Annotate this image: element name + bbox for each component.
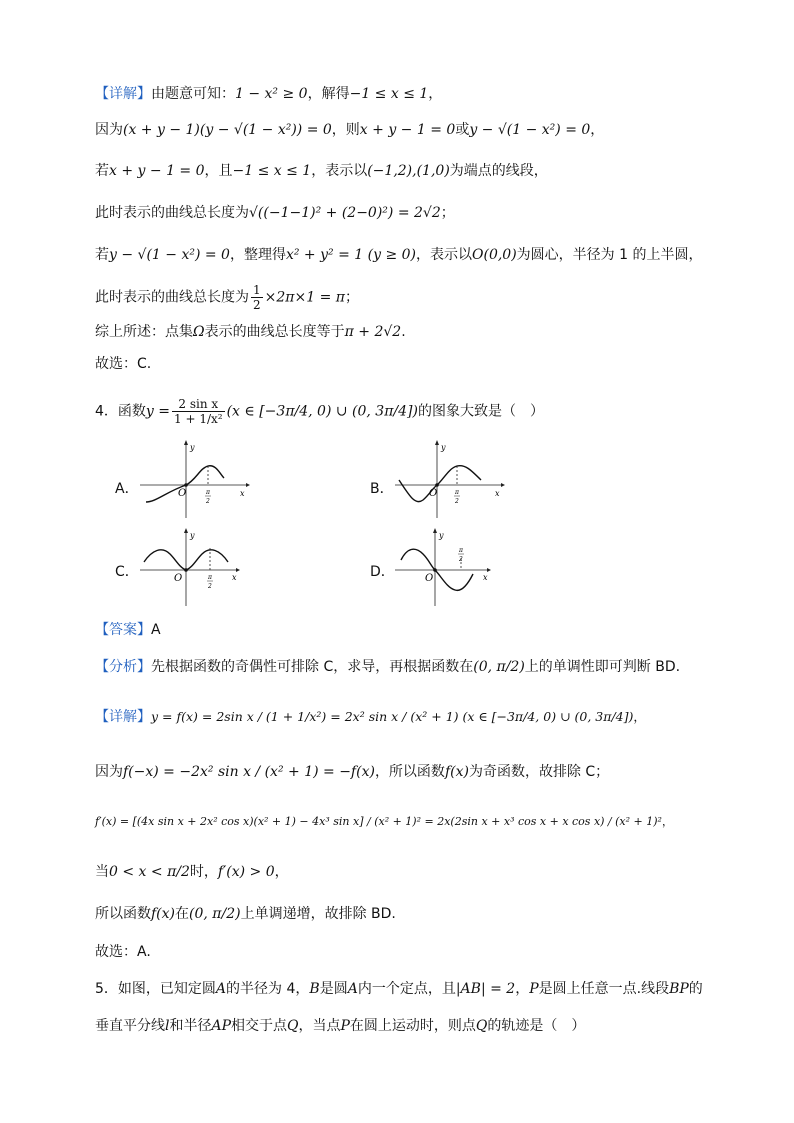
svg-text:O: O: [429, 488, 438, 499]
text: 因为: [95, 122, 123, 138]
detail-line-6: [95, 283, 359, 312]
svg-text:2: 2: [455, 498, 459, 505]
text: 是圆上任意一点.线段: [538, 981, 670, 997]
math: f(x): [444, 764, 469, 780]
math: A: [347, 981, 358, 997]
math: P: [529, 981, 539, 997]
math: √((−1−1)² + (2−0)²) = 2√2: [249, 205, 441, 221]
math: f′(x) = [(4x sin x + 2x² cos x)(x² + 1) − 4x³ sin x] / (x² + 1)² = 2x(2sin x + x³ cos x + x cos x) / (x² + 1)²: [95, 815, 662, 828]
option-c-label: C．: [115, 564, 139, 580]
detail-conclusion-2: 故选：A.: [95, 944, 151, 960]
svg-text:π: π: [206, 489, 210, 496]
svg-text:O: O: [178, 488, 187, 499]
graph-option-d: [395, 528, 505, 608]
text: 时，: [189, 864, 218, 880]
svg-text:x: x: [240, 489, 245, 498]
svg-text:O: O: [174, 573, 183, 584]
text: ，: [661, 815, 673, 828]
question-4: 4．函数y = $\frac{\text{2 sin x}}{\text{1 + 1/x²}}$ (x ∈ [−3π/4, 0) ∪ (0, 3π/4])的图象大致是（ ）: [95, 397, 544, 426]
svg-text:O: O: [425, 573, 434, 584]
detail2-line-1: [95, 707, 646, 727]
math: |AB| = 2: [455, 981, 516, 997]
text: 若: [95, 163, 109, 179]
svg-text:x: x: [232, 573, 237, 582]
option-b-label: B．: [370, 481, 394, 497]
text: ，表示以: [311, 163, 368, 179]
text: 表示的曲线总长度等于: [204, 324, 345, 340]
text: ，: [590, 122, 605, 138]
text: 由题意可知：: [151, 86, 235, 102]
svg-text:2: 2: [208, 583, 212, 590]
answer-line: [95, 620, 161, 640]
text: 和半径: [169, 1018, 212, 1034]
math: (0, π/2): [473, 659, 525, 675]
text: 上的单调性即可判断 BD.: [524, 659, 681, 675]
option-a-label: A．: [115, 481, 139, 497]
fraction-half: $\frac{1}{2}$: [253, 283, 261, 312]
text: 内一个定点，且: [357, 981, 456, 997]
math: O(0,0): [472, 247, 517, 263]
math: BP: [669, 981, 689, 997]
domain: (x ∈ [−3π/4, 0) ∪ (0, 3π/4]): [226, 403, 418, 420]
detail2-line-4: [95, 862, 289, 882]
svg-text:y: y: [439, 531, 444, 540]
analysis-line: [95, 657, 680, 677]
text: 为奇函数，故排除 C；: [468, 764, 610, 780]
svg-text:π: π: [459, 547, 463, 554]
question-tail: 的图象大致是（ ）: [417, 403, 544, 420]
text: 垂直平分线: [95, 1018, 165, 1034]
math: Ω: [193, 324, 205, 340]
detail-line-2: [95, 120, 604, 140]
text: 相交于点: [231, 1018, 288, 1034]
svg-text:x: x: [495, 489, 500, 498]
text: 当: [95, 864, 109, 880]
svg-text:y: y: [441, 443, 446, 452]
text: 为端点的线段，: [449, 163, 548, 179]
math: B: [309, 981, 320, 997]
question-5-line-2: [95, 1016, 585, 1036]
text: ，: [633, 709, 646, 724]
svg-text:π: π: [208, 574, 212, 581]
text: .: [401, 324, 406, 340]
text: 5．如图，已知定圆: [95, 981, 216, 997]
math: x + y − 1 = 0: [359, 122, 456, 138]
detail-tag: 【详解】: [95, 86, 151, 102]
text: ，整理得: [229, 247, 286, 263]
svg-text:2: 2: [459, 556, 463, 563]
question-number: 4．函数: [95, 403, 146, 420]
text: 是圆: [319, 981, 348, 997]
text: 为圆心，半径为 1 的上半圆，: [516, 247, 703, 263]
math: y − √(1 − x²) = 0: [109, 247, 230, 263]
graph-option-a: [140, 440, 250, 520]
text: ，: [428, 86, 443, 102]
math: AP: [211, 1018, 232, 1034]
detail-line-5: [95, 245, 702, 265]
detail-line-7: [95, 322, 406, 342]
svg-text:2: 2: [206, 498, 210, 505]
math: P: [340, 1018, 350, 1034]
math: (x + y − 1)(y − √(1 − x²)) = 0: [123, 122, 332, 138]
text: ，所以函数: [374, 764, 445, 780]
math: 1 − x² ≥ 0: [235, 86, 308, 102]
svg-text:y: y: [190, 531, 195, 540]
text: ，: [515, 981, 530, 997]
text: 在: [175, 906, 190, 922]
math: −1 ≤ x ≤ 1: [232, 163, 312, 179]
function-fraction: $\frac{\text{2 sin x}}{\text{1 + 1/x²}}$: [174, 397, 223, 426]
math: (0, π/2): [189, 906, 241, 922]
svg-text:y: y: [190, 443, 195, 452]
question-5-line-1: [95, 979, 703, 999]
text: ；: [344, 289, 359, 306]
math: A: [215, 981, 227, 997]
math: ×2π×1 = π: [264, 289, 345, 306]
analysis-tag: 【分析】: [95, 659, 151, 675]
text: 上单调递增，故排除 BD.: [240, 906, 396, 922]
text: 的轨迹是（ ）: [487, 1018, 586, 1034]
text: ，表示以: [416, 247, 472, 263]
math: 0 < x < π/2: [109, 864, 190, 880]
text: ，则: [331, 122, 360, 138]
detail2-line-2: [95, 762, 609, 782]
answer-value: A: [151, 622, 161, 638]
option-d-label: D．: [370, 564, 395, 580]
text: 若: [95, 247, 109, 263]
math: Q: [475, 1018, 488, 1034]
math: x + y − 1 = 0: [109, 163, 205, 179]
text: 综上所述：点集: [95, 324, 193, 340]
detail2-line-5: [95, 904, 396, 924]
text: ，且: [204, 163, 233, 179]
text: 此时表示的曲线总长度为: [95, 289, 249, 306]
detail-line-3: [95, 161, 548, 181]
text: ，当点: [298, 1018, 341, 1034]
math: y − √(1 − x²) = 0: [469, 122, 591, 138]
math: f′(x) > 0: [217, 864, 275, 880]
detail-tag-2: 【详解】: [95, 709, 151, 725]
detail-line-4: [95, 203, 455, 223]
math: Q: [287, 1018, 299, 1034]
graph-option-b: [395, 440, 505, 520]
text: 的: [688, 981, 703, 997]
text: ，: [274, 864, 289, 880]
text: ；: [440, 205, 455, 221]
text: ，解得: [307, 86, 350, 102]
answer-tag: 【答案】: [95, 622, 151, 638]
math: x² + y² = 1 (y ≥ 0): [285, 247, 416, 263]
text: 此时表示的曲线总长度为: [95, 205, 249, 221]
math: −1 ≤ x ≤ 1: [349, 86, 429, 102]
math: π + 2√2: [344, 324, 402, 340]
math: (−1,2),(1,0): [367, 163, 450, 179]
text: 因为: [95, 764, 123, 780]
detail2-line-3: [95, 812, 673, 832]
text: 先根据函数的奇偶性可排除 C，求导，再根据函数在: [151, 659, 474, 675]
detail-conclusion-1: 故选：C.: [95, 356, 152, 372]
text: 的半径为 4，: [226, 981, 310, 997]
detail-line-1: [95, 84, 442, 104]
text: 或: [455, 122, 470, 138]
math: f(x): [151, 906, 176, 922]
svg-text:π: π: [455, 489, 459, 496]
text: 在圆上运动时，则点: [349, 1018, 476, 1034]
math: f(−x) = −2x² sin x / (x² + 1) = −f(x): [123, 764, 375, 780]
math: l: [165, 1018, 170, 1034]
svg-text:x: x: [483, 573, 488, 582]
math: y = f(x) = 2sin x / (1 + 1/x²) = 2x² sin x / (x² + 1) (x ∈ [−3π/4, 0) ∪ (0, 3π/4]): [151, 709, 634, 724]
text: 所以函数: [95, 906, 151, 922]
graph-option-c: [140, 528, 250, 608]
